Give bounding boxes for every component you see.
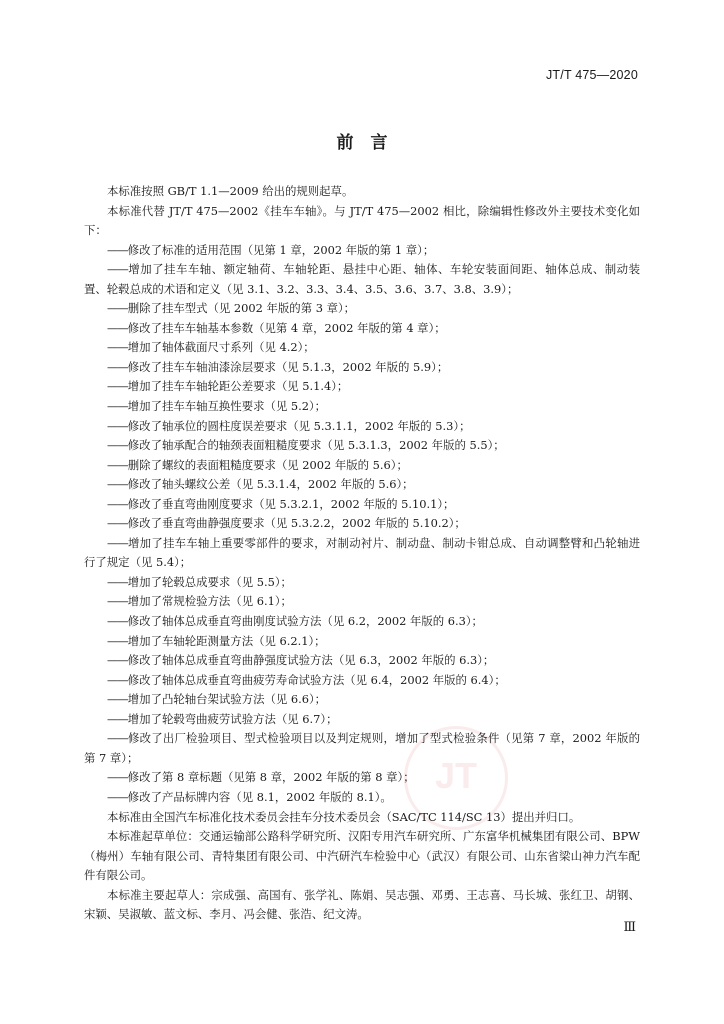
em-dash-marker: ——	[107, 535, 128, 550]
change-list-item-text: 修改了产品标牌内容（见 8.1，2002 年版的 8.1）。	[127, 789, 392, 804]
change-list-item-text: 删除了挂车型式（见 2002 年版的第 3 章）；	[127, 301, 356, 316]
em-dash-marker: ——	[107, 438, 128, 453]
em-dash-marker: ——	[107, 399, 128, 414]
change-list-item	[84, 612, 640, 632]
em-dash-marker: ——	[107, 770, 128, 785]
change-list-item	[84, 690, 640, 710]
standard-code: JT/T 475—2020	[545, 68, 638, 82]
change-list-item-text: 增加了车轴轮距测量方法（见 6.2.1）；	[127, 633, 326, 648]
paragraph-replacement: 本标准代替 JT/T 475—2002《挂车车轴》。与 JT/T 475—2002 相比，除编辑性修改外主要技术变化如下：	[84, 203, 640, 238]
change-list-item-text: 增加了轮毂弯曲疲劳试验方法（见 6.7）；	[127, 711, 338, 726]
em-dash-marker: ——	[107, 496, 128, 511]
paragraph-proposer: 本标准由全国汽车标准化技术委员会挂车分技术委员会（SAC/TC 114/SC 13）提出并归口。	[107, 809, 581, 824]
change-list-item	[84, 417, 640, 437]
change-list-item-text: 修改了第 8 章标题（见第 8 章，2002 年版的第 8 章）；	[127, 770, 415, 785]
change-list-item-text: 增加了轴体截面尺寸系列（见 4.2）；	[127, 340, 315, 355]
change-list-item-text: 修改了出厂检验项目、型式检验项目以及判定规则，增加了型式检验条件（见第 7 章，2002 年版的第 7 章）；	[84, 731, 640, 765]
em-dash-marker: ——	[107, 262, 128, 277]
em-dash-marker: ——	[107, 711, 128, 726]
change-list-item	[84, 671, 640, 691]
change-list-item	[84, 573, 640, 593]
em-dash-marker: ——	[107, 574, 128, 589]
page-title: 前 言	[336, 133, 388, 153]
em-dash-marker: ——	[107, 653, 128, 668]
em-dash-marker: ——	[107, 379, 128, 394]
change-list-item	[84, 456, 640, 476]
em-dash-marker: ——	[107, 301, 128, 316]
change-list-item-text: 增加了挂车车轴、额定轴荷、车轴轮距、悬挂中心距、轴体、车轮安装面间距、轴体总成、制动装置、轮毂总成的术语和定义（见 3.1、3.2、3.3、3.4、3.5、3.6、3.7、3.8、3.9）；	[84, 262, 640, 296]
change-list-item	[84, 788, 640, 808]
em-dash-marker: ——	[107, 672, 128, 687]
change-list-item	[84, 260, 640, 299]
change-list-item	[84, 729, 640, 768]
change-list-item-text: 增加了凸轮轴台架试验方法（见 6.6）；	[127, 692, 327, 707]
change-list-item	[84, 514, 640, 534]
change-list-item	[84, 358, 640, 378]
change-list-item	[84, 338, 640, 358]
change-list-item	[84, 768, 640, 788]
em-dash-marker: ——	[107, 359, 128, 374]
change-list-item-text: 修改了轴体总成垂直弯曲刚度试验方法（见 6.2，2002 年版的 6.3）；	[127, 614, 483, 629]
change-list-item	[84, 319, 640, 339]
change-list-item-text: 修改了挂车车轴油漆涂层要求（见 5.1.3，2002 年版的 5.9）；	[127, 359, 449, 374]
em-dash-marker: ——	[107, 731, 128, 746]
change-list-item-text: 修改了标准的适用范围（见第 1 章，2002 年版的第 1 章）；	[127, 242, 435, 257]
em-dash-marker: ——	[107, 340, 128, 355]
change-list-item	[84, 475, 640, 495]
change-list-item-text: 修改了轴承配合的轴颈表面粗糙度要求（见 5.3.1.3，2002 年版的 5.5）；	[127, 438, 505, 453]
change-list-item-text: 修改了挂车车轴基本参数（见第 4 章，2002 年版的第 4 章）；	[127, 320, 446, 335]
change-list-item-text: 增加了挂车车轴互换性要求（见 5.2）；	[127, 399, 327, 414]
foreword-body	[84, 182, 640, 925]
change-list-item	[84, 377, 640, 397]
em-dash-marker: ——	[107, 633, 128, 648]
change-list-item	[84, 495, 640, 515]
em-dash-marker: ——	[107, 477, 128, 492]
change-list-item	[84, 397, 640, 417]
em-dash-marker: ——	[107, 692, 128, 707]
change-list-item-text: 修改了垂直弯曲刚度要求（见 5.3.2.1，2002 年版的 5.10.1）；	[127, 496, 455, 511]
change-list-item-text: 修改了轴体总成垂直弯曲静强度试验方法（见 6.3，2002 年版的 6.3）；	[127, 653, 495, 668]
watermark-text: JT	[434, 755, 477, 796]
change-list-item-text: 修改了轴头螺纹公差（见 5.3.1.4，2002 年版的 5.6）；	[127, 477, 414, 492]
change-list-item	[84, 651, 640, 671]
change-list	[84, 241, 640, 808]
change-list-item	[84, 534, 640, 573]
change-list-item	[84, 241, 640, 261]
change-list-item-text: 增加了常规检验方法（见 6.1）；	[127, 594, 292, 609]
em-dash-marker: ——	[107, 242, 128, 257]
change-list-item-text: 增加了挂车车轴轮距公差要求（见 5.1.4）；	[127, 379, 349, 394]
em-dash-marker: ——	[107, 614, 128, 629]
change-list-item	[84, 436, 640, 456]
page-number: Ⅲ	[623, 920, 636, 935]
em-dash-marker: ——	[107, 418, 128, 433]
em-dash-marker: ——	[107, 594, 128, 609]
change-list-item-text: 修改了轴体总成垂直弯曲疲劳寿命试验方法（见 6.4，2002 年版的 6.4）；	[127, 672, 506, 687]
change-list-item	[84, 592, 640, 612]
em-dash-marker: ——	[107, 789, 128, 804]
change-list-item	[84, 632, 640, 652]
change-list-item-text: 删除了螺纹的表面粗糙度要求（见 2002 年版的 5.6）；	[127, 457, 408, 472]
paragraph-drafting-units: 本标准起草单位：交通运输部公路科学研究所、汉阳专用汽车研究所、广东富华机械集团有限公司、BPW（梅州）车轴有限公司、青特集团有限公司、中汽研汽车检验中心（武汉）有限公司、山东省梁山神力汽车配件有限公司。	[84, 829, 640, 883]
em-dash-marker: ——	[107, 457, 128, 472]
change-list-item	[84, 710, 640, 730]
em-dash-marker: ——	[107, 320, 128, 335]
change-list-item-text: 修改了轴承位的圆柱度误差要求（见 5.3.1.1，2002 年版的 5.3）；	[127, 418, 471, 433]
change-list-item-text: 修改了垂直弯曲静强度要求（见 5.3.2.2，2002 年版的 5.10.2）；	[127, 516, 466, 531]
change-list-item-text: 增加了轮毂总成要求（见 5.5）；	[127, 574, 292, 589]
change-list-item-text: 增加了挂车车轴上重要零部件的要求，对制动衬片、制动盘、制动卡钳总成、自动调整臂和凸轮轴进行了规定（见 5.4）；	[84, 535, 640, 570]
paragraph-drafting-rules: 本标准按照 GB/T 1.1—2009 给出的规则起草。	[107, 184, 354, 198]
change-list-item	[84, 299, 640, 319]
em-dash-marker: ——	[107, 516, 128, 531]
paragraph-drafters: 本标准主要起草人：宗成强、高国有、张学礼、陈娟、吴志强、邓勇、王志喜、马长城、张红卫、胡钢、宋颖、吴淑敏、蓝文标、李月、冯会健、张浩、纪文涛。	[84, 887, 640, 922]
